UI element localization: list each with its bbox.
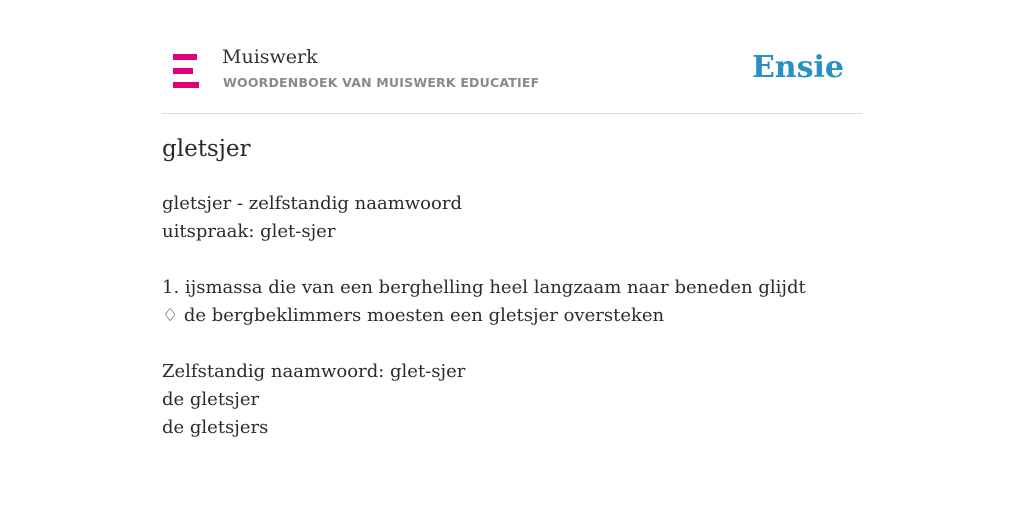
- muiswerk-logo-icon[interactable]: [173, 54, 199, 88]
- entry-line-spacer: [162, 246, 806, 274]
- site-header: [162, 40, 862, 114]
- entry-body: [162, 190, 806, 442]
- brand-subtitle: WOORDENBOEK VAN MUISWERK EDUCATIEF: [223, 75, 540, 90]
- entry-line-singular: de gletsjer: [162, 389, 260, 410]
- entry-line-pronunciation: uitspraak: glet-sjer: [162, 221, 336, 242]
- entry-line-noun-syllables: Zelfstandig naamwoord: glet-sjer: [162, 361, 466, 382]
- ensie-logo[interactable]: Ensie: [751, 50, 844, 85]
- entry-line-plural: de gletsjers: [162, 417, 269, 438]
- brand-name[interactable]: Muiswerk: [222, 46, 318, 68]
- entry-line-example: ♢ de bergbeklimmers moesten een gletsjer oversteken: [162, 305, 665, 326]
- entry-line-definition: 1. ijsmassa die van een berghelling heel langzaam naar beneden glijdt: [162, 277, 806, 298]
- entry-title: gletsjer: [162, 136, 251, 162]
- entry-line-word-type: gletsjer - zelfstandig naamwoord: [162, 193, 462, 214]
- entry-line-spacer: [162, 330, 806, 358]
